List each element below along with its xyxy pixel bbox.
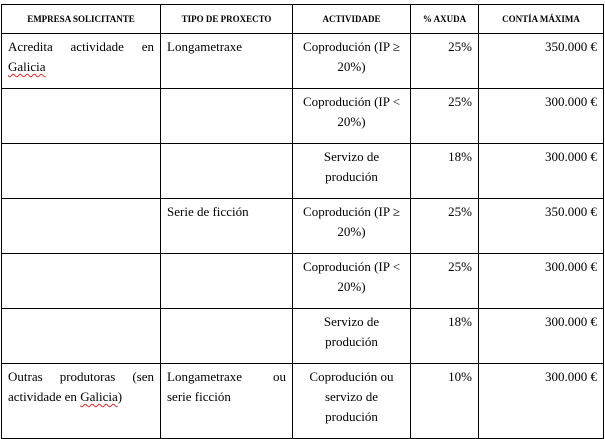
cell-empresa: [2, 364, 161, 439]
table-row: [2, 144, 604, 199]
cell-contia: 300.000 €: [479, 309, 604, 364]
cell-empresa: [2, 199, 161, 254]
cell-tipo: Longametraxe: [161, 34, 293, 89]
cell-contia: 300.000 €: [479, 254, 604, 309]
cell-axuda: 10%: [411, 364, 479, 439]
empresa-text: Acredita actividade en: [8, 39, 154, 54]
cell-tipo: Serie de ficción: [161, 199, 293, 254]
header-empresa: EMPRESA SOLICITANTE: [2, 5, 161, 34]
cell-axuda: 18%: [411, 144, 479, 199]
cell-axuda: 18%: [411, 309, 479, 364]
table-row: [2, 199, 604, 254]
header-contia: CONTÍA MÁXIMA: [479, 5, 604, 34]
cell-tipo: [161, 144, 293, 199]
cell-axuda: 25%: [411, 89, 479, 144]
cell-contia: 350.000 €: [479, 34, 604, 89]
table-row: [2, 364, 604, 439]
empresa-text: Outras produtoras (sen actividade en: [8, 369, 154, 404]
cell-tipo: Longametraxe ou serie ficción: [161, 364, 293, 439]
cell-actividade: Servizo de produción: [293, 309, 411, 364]
table-row: [2, 89, 604, 144]
empresa-text-galicia: Galicia: [8, 59, 46, 74]
cell-contia: 300.000 €: [479, 364, 604, 439]
cell-actividade: Coprodución (IP < 20%): [293, 254, 411, 309]
table-row: [2, 309, 604, 364]
table-row: [2, 34, 604, 89]
cell-actividade: Coprodución (IP < 20%): [293, 89, 411, 144]
cell-contia: 350.000 €: [479, 199, 604, 254]
cell-tipo: [161, 309, 293, 364]
empresa-text-close: ): [117, 389, 123, 404]
aid-table: [1, 4, 604, 439]
cell-actividade: Coprodución (IP ≥ 20%): [293, 199, 411, 254]
cell-tipo: [161, 254, 293, 309]
cell-empresa: [2, 144, 161, 199]
cell-tipo: [161, 89, 293, 144]
header-row: [2, 5, 604, 34]
cell-empresa: [2, 309, 161, 364]
cell-contia: 300.000 €: [479, 89, 604, 144]
cell-axuda: 25%: [411, 34, 479, 89]
cell-axuda: 25%: [411, 199, 479, 254]
cell-contia: 300.000 €: [479, 144, 604, 199]
cell-actividade: Servizo de produción: [293, 144, 411, 199]
cell-empresa: [2, 34, 161, 89]
header-actividade: ACTIVIDADE: [293, 5, 411, 34]
cell-empresa: [2, 89, 161, 144]
cell-axuda: 25%: [411, 254, 479, 309]
cell-actividade: Coprodución (IP ≥ 20%): [293, 34, 411, 89]
table-row: [2, 254, 604, 309]
empresa-text-galicia: Galicia: [80, 389, 118, 404]
header-axuda: % AXUDA: [411, 5, 479, 34]
cell-empresa: [2, 254, 161, 309]
header-tipo: TIPO DE PROXECTO: [161, 5, 293, 34]
cell-actividade: Coprodución ou servizo de produción: [293, 364, 411, 439]
